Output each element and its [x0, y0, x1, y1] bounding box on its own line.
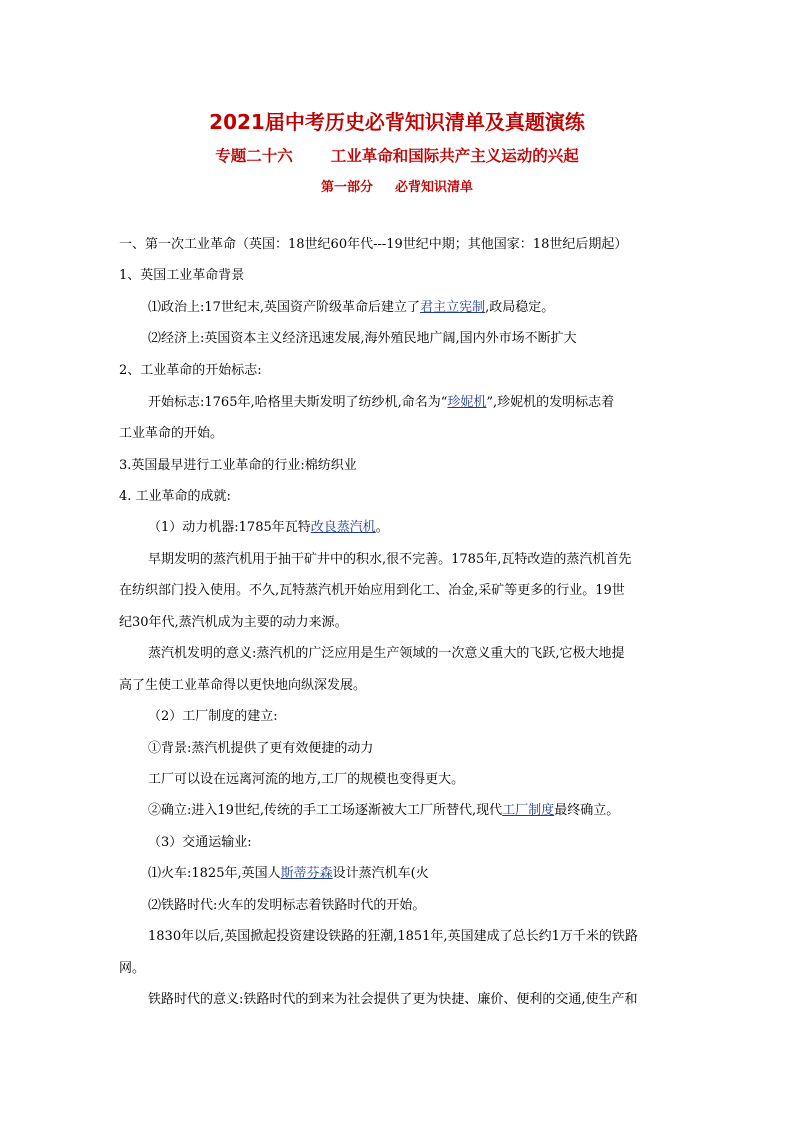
subheading-achievements: 4. 工业革命的成就: [119, 489, 231, 504]
paragraph-line: 1830年以后,英国掀起投资建设铁路的狂潮,1851年,英国建成了总长约1万千米的铁路 [148, 929, 638, 944]
link-steam-engine[interactable]: 改良蒸汽机 [310, 520, 376, 535]
section-heading-1: 一、第一次工业革命（英国：18世纪60年代---19世纪中期；其他国家：18世纪后期起） [119, 237, 628, 252]
text: ⑴火车:1825年,英国人 [148, 866, 281, 881]
topic-number: 专题二十六 [215, 146, 293, 165]
link-factory-system[interactable]: 工厂制度 [502, 803, 555, 818]
paragraph-line: ⑵铁路时代:火车的发明标志着铁路时代的开始。 [148, 898, 426, 913]
paragraph-line: 铁路时代的意义:铁路时代的到来为社会提供了更为快捷、廉价、便利的交通,使生产和 [148, 992, 638, 1007]
item-power-machine [148, 519, 389, 537]
link-constitutional-monarchy[interactable]: 君主立宪制 [420, 300, 486, 315]
part-heading [0, 176, 794, 195]
paragraph-line: 早期发明的蒸汽机用于抽干矿井中的积水,很不完善。1785年,瓦特改造的蒸汽机首先 [148, 552, 632, 567]
text: （1）动力机器:1785年瓦特 [148, 520, 311, 535]
paragraph-economic: ⑵经济上:英国资本主义经济迅速发展,海外殖民地广阔,国内外市场不断扩大 [148, 331, 577, 346]
paragraph-line: 工业革命的开始。 [119, 426, 224, 441]
paragraph-start-sign [148, 394, 614, 412]
text: ”,珍妮机的发明标志着 [486, 395, 615, 410]
text: 设计蒸汽机车(火 [332, 866, 429, 881]
paragraph-line: 蒸汽机发明的意义:蒸汽机的广泛应用是生产领域的一次意义重大的飞跃,它极大地提 [148, 646, 625, 661]
subheading-first-industry: 3.英国最早进行工业革命的行业:棉纺织业 [119, 458, 357, 473]
part-number: 第一部分 [320, 180, 373, 195]
paragraph-line: 网。 [119, 961, 146, 976]
paragraph-line: ①背景:蒸汽机提供了更有效便捷的动力 [148, 741, 374, 756]
text: 最终确立。 [554, 803, 620, 818]
document-title: 2021届中考历史必背知识清单及真题演练 [209, 110, 585, 134]
part-name: 必背知识清单 [395, 180, 474, 195]
item-factory-system: （2）工厂制度的建立: [148, 709, 278, 724]
topic-subtitle [0, 144, 794, 166]
link-stephenson[interactable]: 斯蒂芬森 [280, 866, 333, 881]
paragraph-line: 纪30年代,蒸汽机成为主要的动力来源。 [119, 615, 348, 630]
paragraph-line: 高了生使工业革命得以更快地向纵深发展。 [119, 678, 367, 693]
text: ⑴政治上:17世纪末,英国资产阶级革命后建立了 [148, 300, 421, 315]
paragraph-factory-established [148, 802, 619, 820]
item-transportation: （3）交通运输业: [148, 835, 252, 850]
text: ,政局稳定。 [485, 300, 555, 315]
paragraph-line: 工厂可以设在远离河流的地方,工厂的规模也变得更大。 [148, 772, 465, 787]
text: 。 [375, 520, 389, 535]
paragraph-line: 在纺织部门投入使用。不久,瓦特蒸汽机开始应用到化工、冶金,采矿等更多的行业。19世 [119, 583, 625, 598]
subheading-background: 1、英国工业革命背景 [119, 268, 245, 283]
subheading-start-sign: 2、工业革命的开始标志: [119, 363, 262, 378]
paragraph-train [148, 865, 429, 883]
text: 开始标志:1765年,哈格里夫斯发明了纺纱机,命名为“ [148, 395, 448, 410]
topic-name: 工业革命和国际共产主义运动的兴起 [330, 146, 579, 165]
paragraph-political [148, 299, 554, 317]
link-spinning-jenny[interactable]: 珍妮机 [447, 395, 487, 410]
text: ②确立:进入19世纪,传统的手工工场逐渐被大工厂所替代,现代 [148, 803, 503, 818]
